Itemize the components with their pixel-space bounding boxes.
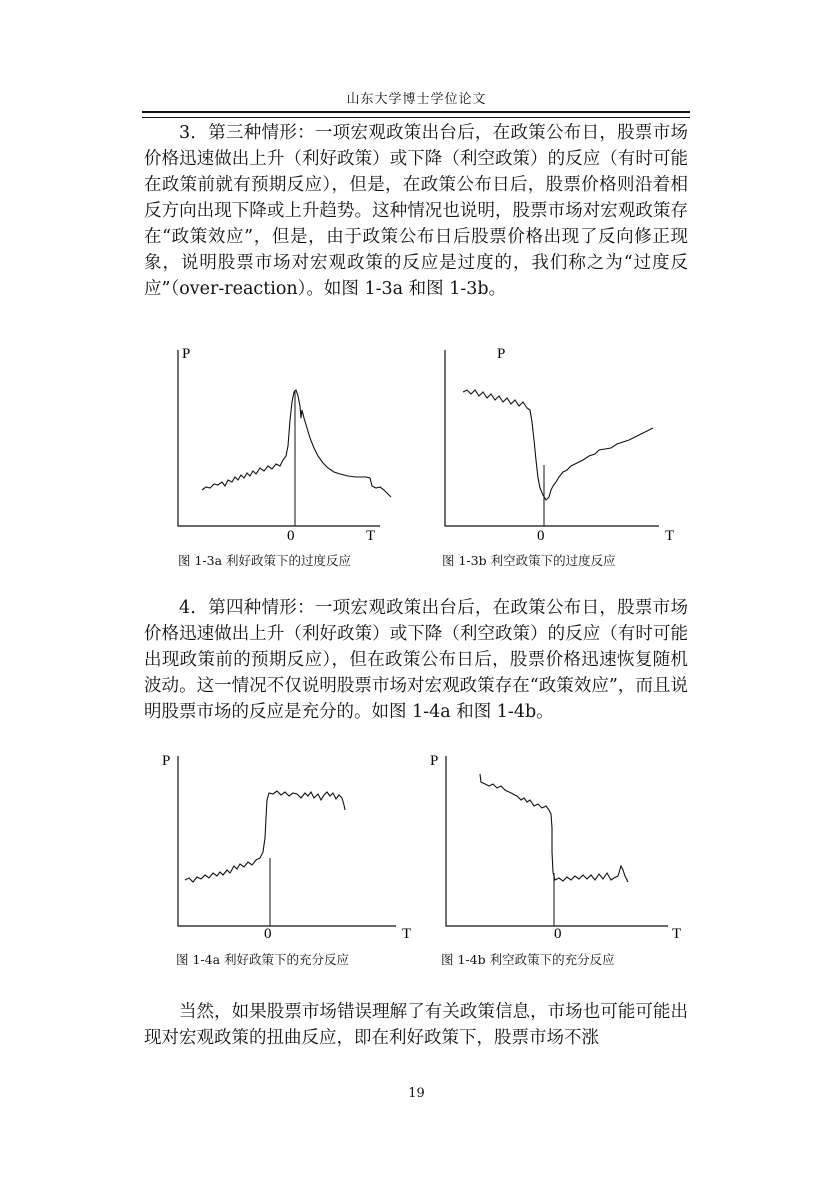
x-axis-label: T	[366, 528, 376, 544]
caption-1-3b: 图 1-3b 利空政策下的过度反应	[442, 553, 616, 568]
caption-1-4a: 图 1-4a 利好政策下的充分反应	[176, 952, 350, 967]
figure-1-4b	[428, 748, 693, 952]
axes	[178, 756, 396, 926]
price-curve	[463, 390, 653, 500]
figure-1-4a	[160, 748, 420, 952]
paragraph-case-3: 3．第三种情形：一项宏观政策出台后，在政策公布日，股票市场价格迅速做出上升（利好政策）或下降（利空政策）的反应（有时可能在政策前就有预期反应），但是，在政策公布日后，股票价格则沿着相反方向出现下降或上升趋势。这种情况也说明，股票市场对宏观政策存在“政策效应”，但是，由于政策公布日后股票价格出现了反向修正现象，说明股票市场对宏观政策的反应是过度的，我们称之为“过度反应”（over-reaction）。如图 1-3a 和图 1-3b。	[144, 123, 688, 299]
axes	[446, 756, 668, 926]
axes	[178, 350, 380, 526]
origin-label: 0	[554, 926, 562, 942]
running-header: 山东大学博士学位论文	[346, 92, 487, 107]
price-curve	[185, 791, 345, 882]
page-number: 19	[408, 1086, 425, 1101]
paragraph-case-4: 4．第四种情形：一项宏观政策出台后，在政策公布日，股票市场价格迅速做出上升（利好政策）或下降（利空政策）的反应（有时可能出现政策前的预期反应），但在政策公布日后，股票价格迅速恢复随机波动。这一情况不仅说明股票市场对宏观政策存在“政策效应”，而且说明股票市场的反应是充分的。如图 1-4a 和图 1-4b。	[144, 598, 688, 722]
x-axis-label: T	[672, 926, 682, 942]
price-curve	[480, 774, 628, 882]
y-axis-label: P	[162, 753, 171, 769]
y-axis-label: P	[182, 346, 191, 362]
y-axis-label: P	[497, 346, 506, 362]
figure-1-3b	[437, 340, 682, 544]
origin-label: 0	[537, 528, 545, 544]
figure-1-3a	[170, 340, 400, 544]
price-curve	[202, 390, 391, 497]
origin-label: 0	[287, 528, 295, 544]
x-axis-label: T	[665, 528, 675, 544]
caption-1-3a: 图 1-3a 利好政策下的过度反应	[178, 553, 352, 568]
caption-1-4b: 图 1-4b 利空政策下的充分反应	[441, 952, 615, 967]
x-axis-label: T	[402, 926, 412, 942]
header-rule-thick	[142, 111, 690, 113]
paragraph-distorted-reaction: 当然，如果股票市场错误理解了有关政策信息，市场也可能可能出现对宏观政策的扭曲反应，即在利好政策下，股票市场不涨	[144, 1002, 688, 1048]
axes	[445, 350, 659, 526]
y-axis-label: P	[430, 753, 439, 769]
origin-label: 0	[264, 926, 272, 942]
header-rule-thin	[142, 117, 690, 118]
